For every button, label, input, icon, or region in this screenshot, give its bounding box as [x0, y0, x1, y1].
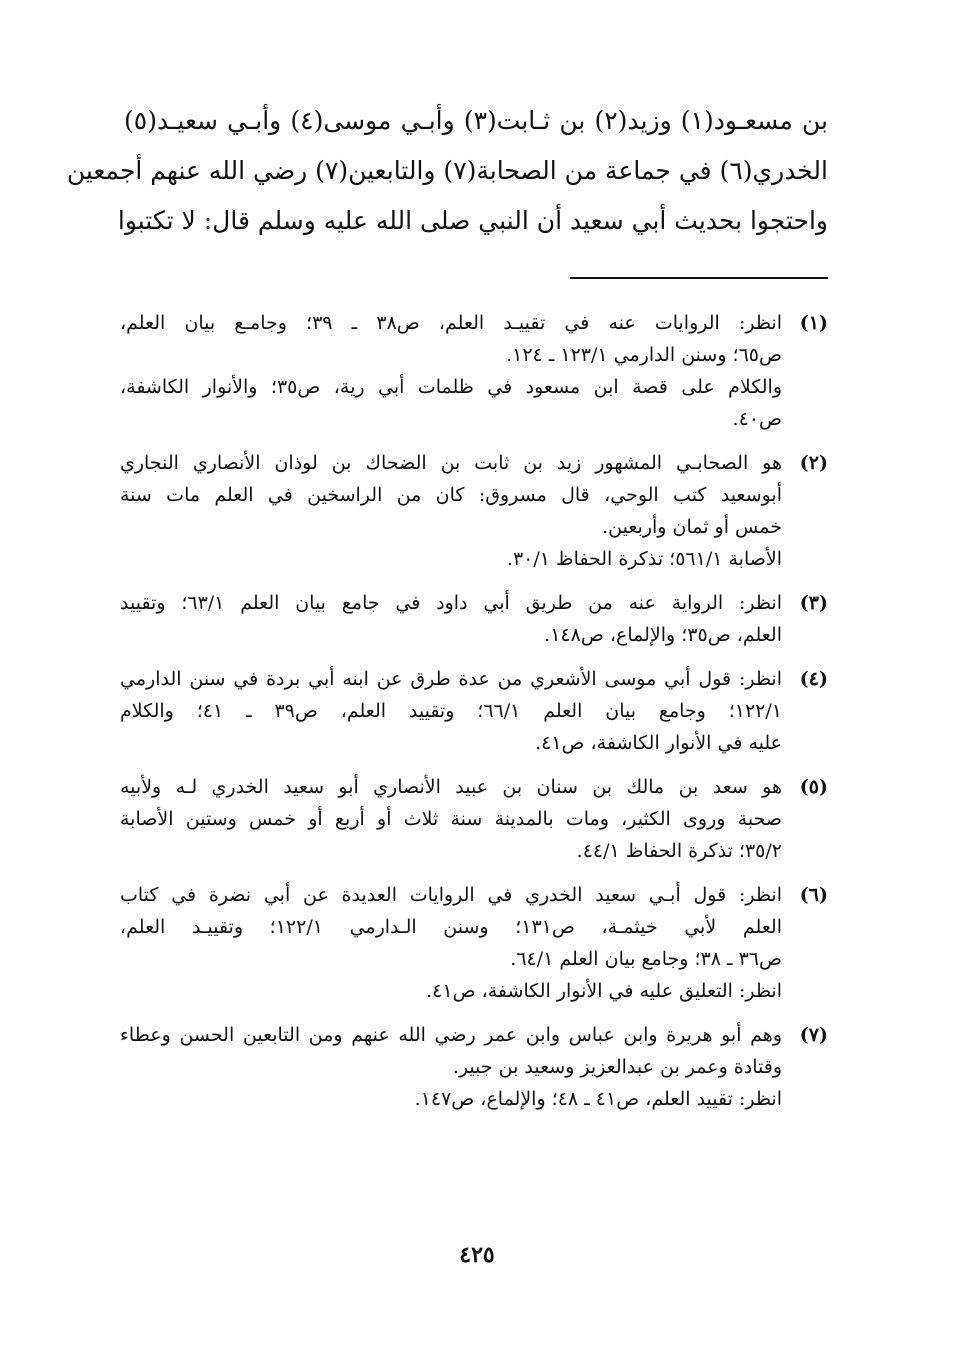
footnote-6 [120, 879, 828, 1007]
footnote-2 [120, 447, 828, 575]
footnote-line: خمس أو ثمان وأربعين. [602, 516, 782, 538]
footnote-line: انظر: قول أبـي سعيد الخدري في الروايات العديدة عن أبي نضرة في كتاب [120, 884, 782, 906]
footnote-line: وهم أبو هريرة وابن عباس وابن عمر رضي الله عنهم ومن التابعين الحسن وعطاء [120, 1024, 782, 1046]
footnote-number: (١) [799, 312, 828, 334]
footnote-line: ص٣٦ ـ ٣٨؛ وجامع بيان العلم ٦٤/١. [510, 948, 782, 970]
footnote-line: العلم لأبي خيثمـة، ص١٣١؛ وسنن الـدارمي ١٢٢/١؛ وتقييـد العلم، [120, 916, 782, 938]
footnote-7 [120, 1019, 828, 1115]
main-text-line: واحتجوا بحديث أبي سعيد أن النبي صلى الله عليه وسلم قال: لا تكتبوا [117, 206, 828, 235]
footnote-number: (٤) [799, 668, 828, 690]
footnote-line: انظر: تقييد العلم، ص٤١ ـ ٤٨؛ والإلماع، ص١٤٧. [414, 1088, 782, 1110]
footnote-5 [120, 771, 828, 867]
page-number: ٤٢٥ [459, 1242, 495, 1268]
footnote-separator [570, 277, 828, 279]
footnote-number: (٦) [799, 884, 828, 906]
main-text-line: الخدري(٦) في جماعة من الصحابة(٧) والتابعين(٧) رضي الله عنهم أجمعين [66, 156, 828, 185]
footnote-1 [120, 307, 828, 435]
footnote-line: الأصابة ٥٦١/١؛ تذكرة الحفاظ ٣٠/١. [506, 548, 782, 570]
footnote-number: (٥) [799, 776, 828, 798]
footnote-number: (٣) [799, 592, 828, 614]
footnote-line: والكلام على قصة ابن مسعود في ظلمات أبي رية، ص٣٥؛ والأنوار الكاشفة، [120, 376, 782, 398]
footnote-line: انظر: قول أبي موسى الأشعري من عدة طرق عن ابنه أبي بردة في سنن الدارمي [120, 668, 782, 690]
main-text-line: بن مسعـود(١) وزيد(٢) بن ثـابت(٣) وأبـي موسى(٤) وأبـي سعيـد(٥) [124, 106, 828, 135]
footnote-number: (٢) [799, 452, 828, 474]
footnote-line: انظر: التعليق عليه في الأنوار الكاشفة، ص٤١. [426, 980, 782, 1002]
footnote-line: أبوسعيد كتب الوحي، قال مسروق: كان من الراسخين في العلم مات سنة [120, 484, 782, 506]
footnote-line: وقتادة وعمر بن عبدالعزيز وسعيد بن جبير. [452, 1056, 782, 1078]
footnote-line: ص٦٥؛ وسنن الدارمي ١٢٣/١ ـ ١٢٤. [506, 344, 782, 366]
footnote-line: عليه في الأنوار الكاشفة، ص٤١. [535, 732, 782, 754]
footnote-line: ١٢٢/١؛ وجامع بيان العلم ٦٦/١؛ وتقييد العلم، ص٣٩ ـ ٤١؛ والكلام [120, 700, 782, 722]
footnote-line: صحبة وروى الكثير، ومات بالمدينة سنة ثلاث أو أربع أو خمس وستين الأصابة [120, 808, 782, 830]
footnote-4 [120, 663, 828, 759]
footnote-number: (٧) [799, 1024, 828, 1046]
footnote-line: العلم، ص٣٥؛ والإلماع، ص١٤٨. [544, 624, 782, 646]
footnote-line: هو سعد بن مالك بن سنان بن عبيد الأنصاري أبو سعيد الخدري لـه ولأبيه [120, 776, 782, 798]
footnote-line: هو الصحابـي المشهور زيد بن ثابت بن الضحاك بن لوذان الأنصاري النجاري [120, 452, 782, 474]
footnote-line: انظر: الرواية عنه من طريق أبي داود في جامع بيان العلم ٦٣/١؛ وتقييد [120, 592, 782, 614]
footnote-line: ص٤٠. [732, 408, 782, 430]
footnote-3 [120, 587, 828, 651]
footnote-line: انظر: الروايات عنه في تقييـد العلم، ص٣٨ ـ ٣٩؛ وجامـع بيان العلم، [120, 312, 782, 334]
footnotes [120, 307, 828, 1127]
main-text [66, 96, 828, 246]
footnote-line: ٣٥/٢؛ تذكرة الحفاظ ٤٤/١. [576, 840, 782, 862]
